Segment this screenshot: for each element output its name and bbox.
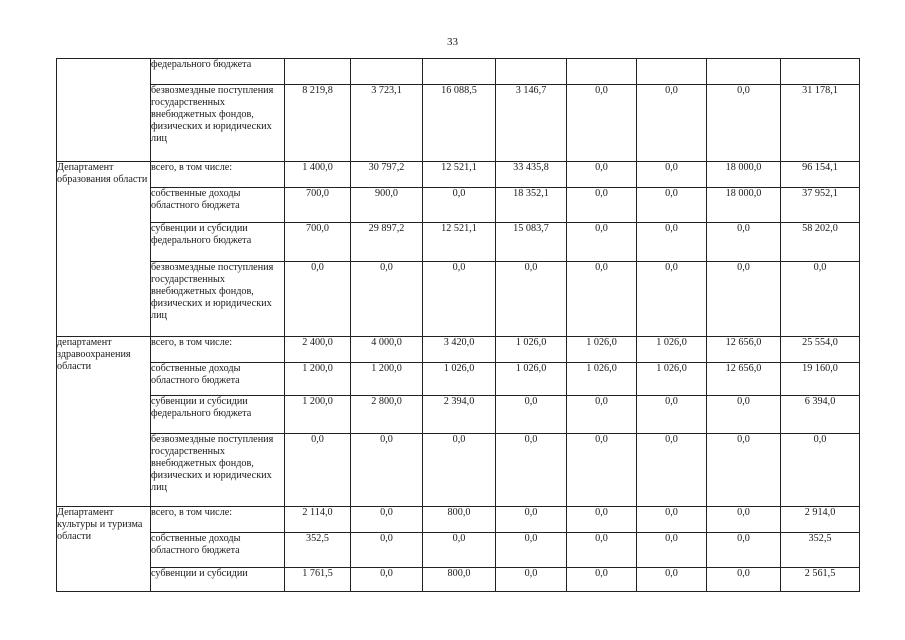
value-cell: 0,0 bbox=[496, 568, 567, 592]
value-cell: 0,0 bbox=[637, 507, 707, 533]
value-cell: 0,0 bbox=[707, 568, 781, 592]
value-cell: 15 083,7 bbox=[496, 223, 567, 262]
description-cell: всего, в том числе: bbox=[151, 162, 285, 188]
value-cell: 0,0 bbox=[351, 434, 423, 507]
value-cell: 0,0 bbox=[637, 396, 707, 434]
description-cell: собственные доходы областного бюджета bbox=[151, 533, 285, 568]
description-cell: субвенции и субсидии федерального бюджета bbox=[151, 223, 285, 262]
value-cell: 0,0 bbox=[351, 568, 423, 592]
value-cell: 1 026,0 bbox=[496, 337, 567, 363]
value-cell: 18 352,1 bbox=[496, 188, 567, 223]
value-cell bbox=[496, 59, 567, 85]
value-cell bbox=[637, 59, 707, 85]
value-cell: 0,0 bbox=[637, 533, 707, 568]
value-cell bbox=[567, 59, 637, 85]
value-cell: 0,0 bbox=[285, 434, 351, 507]
value-cell: 0,0 bbox=[351, 533, 423, 568]
department-cell: Департамент образования области bbox=[57, 162, 151, 337]
value-cell: 8 219,8 bbox=[285, 85, 351, 162]
value-cell: 0,0 bbox=[351, 507, 423, 533]
value-cell: 37 952,1 bbox=[781, 188, 860, 223]
value-cell: 2 914,0 bbox=[781, 507, 860, 533]
table-row bbox=[57, 533, 860, 568]
value-cell: 96 154,1 bbox=[781, 162, 860, 188]
table-row bbox=[57, 188, 860, 223]
value-cell: 0,0 bbox=[496, 434, 567, 507]
value-cell: 0,0 bbox=[567, 262, 637, 337]
value-cell: 16 088,5 bbox=[423, 85, 496, 162]
value-cell: 2 561,5 bbox=[781, 568, 860, 592]
value-cell: 0,0 bbox=[496, 507, 567, 533]
value-cell: 0,0 bbox=[637, 223, 707, 262]
value-cell: 0,0 bbox=[567, 162, 637, 188]
value-cell: 1 200,0 bbox=[285, 363, 351, 396]
value-cell: 0,0 bbox=[496, 262, 567, 337]
value-cell: 58 202,0 bbox=[781, 223, 860, 262]
value-cell: 0,0 bbox=[637, 262, 707, 337]
value-cell: 800,0 bbox=[423, 568, 496, 592]
value-cell: 0,0 bbox=[567, 396, 637, 434]
value-cell: 352,5 bbox=[285, 533, 351, 568]
value-cell: 12 656,0 bbox=[707, 363, 781, 396]
value-cell: 1 026,0 bbox=[567, 363, 637, 396]
description-cell: субвенции и субсидии bbox=[151, 568, 285, 592]
value-cell: 1 026,0 bbox=[567, 337, 637, 363]
value-cell bbox=[707, 59, 781, 85]
value-cell: 30 797,2 bbox=[351, 162, 423, 188]
table-row bbox=[57, 363, 860, 396]
description-cell: безвозмездные поступления государственных внебюджетных фондов, физических и юридических лиц bbox=[151, 434, 285, 507]
value-cell: 3 723,1 bbox=[351, 85, 423, 162]
value-cell: 0,0 bbox=[637, 85, 707, 162]
table-row bbox=[57, 262, 860, 337]
value-cell: 0,0 bbox=[707, 396, 781, 434]
value-cell: 0,0 bbox=[423, 533, 496, 568]
department-cell: Департамент культуры и туризма области bbox=[57, 507, 151, 592]
value-cell: 0,0 bbox=[781, 262, 860, 337]
value-cell: 12 521,1 bbox=[423, 223, 496, 262]
value-cell: 900,0 bbox=[351, 188, 423, 223]
value-cell: 1 026,0 bbox=[637, 363, 707, 396]
value-cell: 1 761,5 bbox=[285, 568, 351, 592]
value-cell: 0,0 bbox=[781, 434, 860, 507]
value-cell: 0,0 bbox=[423, 434, 496, 507]
value-cell: 0,0 bbox=[567, 434, 637, 507]
description-cell: всего, в том числе: bbox=[151, 337, 285, 363]
table-row bbox=[57, 85, 860, 162]
value-cell bbox=[351, 59, 423, 85]
value-cell: 0,0 bbox=[423, 262, 496, 337]
value-cell: 0,0 bbox=[496, 396, 567, 434]
value-cell: 12 656,0 bbox=[707, 337, 781, 363]
value-cell: 12 521,1 bbox=[423, 162, 496, 188]
value-cell: 0,0 bbox=[707, 223, 781, 262]
value-cell: 0,0 bbox=[423, 188, 496, 223]
value-cell: 6 394,0 bbox=[781, 396, 860, 434]
description-cell: федерального бюджета bbox=[151, 59, 285, 85]
value-cell: 1 026,0 bbox=[637, 337, 707, 363]
value-cell: 2 400,0 bbox=[285, 337, 351, 363]
table-row bbox=[57, 396, 860, 434]
value-cell: 0,0 bbox=[567, 223, 637, 262]
value-cell: 0,0 bbox=[707, 85, 781, 162]
value-cell: 4 000,0 bbox=[351, 337, 423, 363]
table-row bbox=[57, 223, 860, 262]
value-cell: 2 800,0 bbox=[351, 396, 423, 434]
value-cell: 0,0 bbox=[567, 568, 637, 592]
value-cell: 2 394,0 bbox=[423, 396, 496, 434]
table-row bbox=[57, 59, 860, 85]
value-cell: 18 000,0 bbox=[707, 162, 781, 188]
value-cell: 700,0 bbox=[285, 223, 351, 262]
value-cell: 0,0 bbox=[496, 533, 567, 568]
table-row bbox=[57, 337, 860, 363]
table-row bbox=[57, 507, 860, 533]
value-cell: 1 200,0 bbox=[351, 363, 423, 396]
value-cell: 0,0 bbox=[567, 188, 637, 223]
value-cell bbox=[781, 59, 860, 85]
value-cell: 0,0 bbox=[637, 568, 707, 592]
value-cell: 0,0 bbox=[637, 434, 707, 507]
description-cell: безвозмездные поступления государственных внебюджетных фондов, физических и юридических лиц bbox=[151, 262, 285, 337]
value-cell: 0,0 bbox=[285, 262, 351, 337]
department-cell: департамент здравоохранения области bbox=[57, 337, 151, 507]
value-cell: 1 400,0 bbox=[285, 162, 351, 188]
value-cell: 25 554,0 bbox=[781, 337, 860, 363]
value-cell: 0,0 bbox=[351, 262, 423, 337]
value-cell: 1 200,0 bbox=[285, 396, 351, 434]
table-row bbox=[57, 568, 860, 592]
description-cell: субвенции и субсидии федерального бюджета bbox=[151, 396, 285, 434]
page-number: 33 bbox=[447, 36, 458, 48]
value-cell: 0,0 bbox=[707, 533, 781, 568]
value-cell: 0,0 bbox=[707, 507, 781, 533]
table-row bbox=[57, 162, 860, 188]
value-cell: 3 146,7 bbox=[496, 85, 567, 162]
value-cell: 0,0 bbox=[567, 507, 637, 533]
value-cell: 0,0 bbox=[707, 434, 781, 507]
value-cell: 0,0 bbox=[637, 188, 707, 223]
value-cell: 18 000,0 bbox=[707, 188, 781, 223]
department-cell bbox=[57, 59, 151, 162]
value-cell: 1 026,0 bbox=[496, 363, 567, 396]
value-cell: 352,5 bbox=[781, 533, 860, 568]
value-cell: 0,0 bbox=[707, 262, 781, 337]
description-cell: безвозмездные поступления государственных внебюджетных фондов, физических и юридических лиц bbox=[151, 85, 285, 162]
budget-table bbox=[56, 58, 860, 592]
value-cell: 0,0 bbox=[567, 533, 637, 568]
value-cell: 3 420,0 bbox=[423, 337, 496, 363]
value-cell bbox=[285, 59, 351, 85]
value-cell: 33 435,8 bbox=[496, 162, 567, 188]
value-cell: 800,0 bbox=[423, 507, 496, 533]
value-cell: 29 897,2 bbox=[351, 223, 423, 262]
value-cell: 1 026,0 bbox=[423, 363, 496, 396]
value-cell: 0,0 bbox=[567, 85, 637, 162]
value-cell: 2 114,0 bbox=[285, 507, 351, 533]
value-cell: 700,0 bbox=[285, 188, 351, 223]
value-cell: 0,0 bbox=[637, 162, 707, 188]
description-cell: всего, в том числе: bbox=[151, 507, 285, 533]
value-cell bbox=[423, 59, 496, 85]
table-row bbox=[57, 434, 860, 507]
value-cell: 31 178,1 bbox=[781, 85, 860, 162]
value-cell: 19 160,0 bbox=[781, 363, 860, 396]
description-cell: собственные доходы областного бюджета bbox=[151, 188, 285, 223]
description-cell: собственные доходы областного бюджета bbox=[151, 363, 285, 396]
